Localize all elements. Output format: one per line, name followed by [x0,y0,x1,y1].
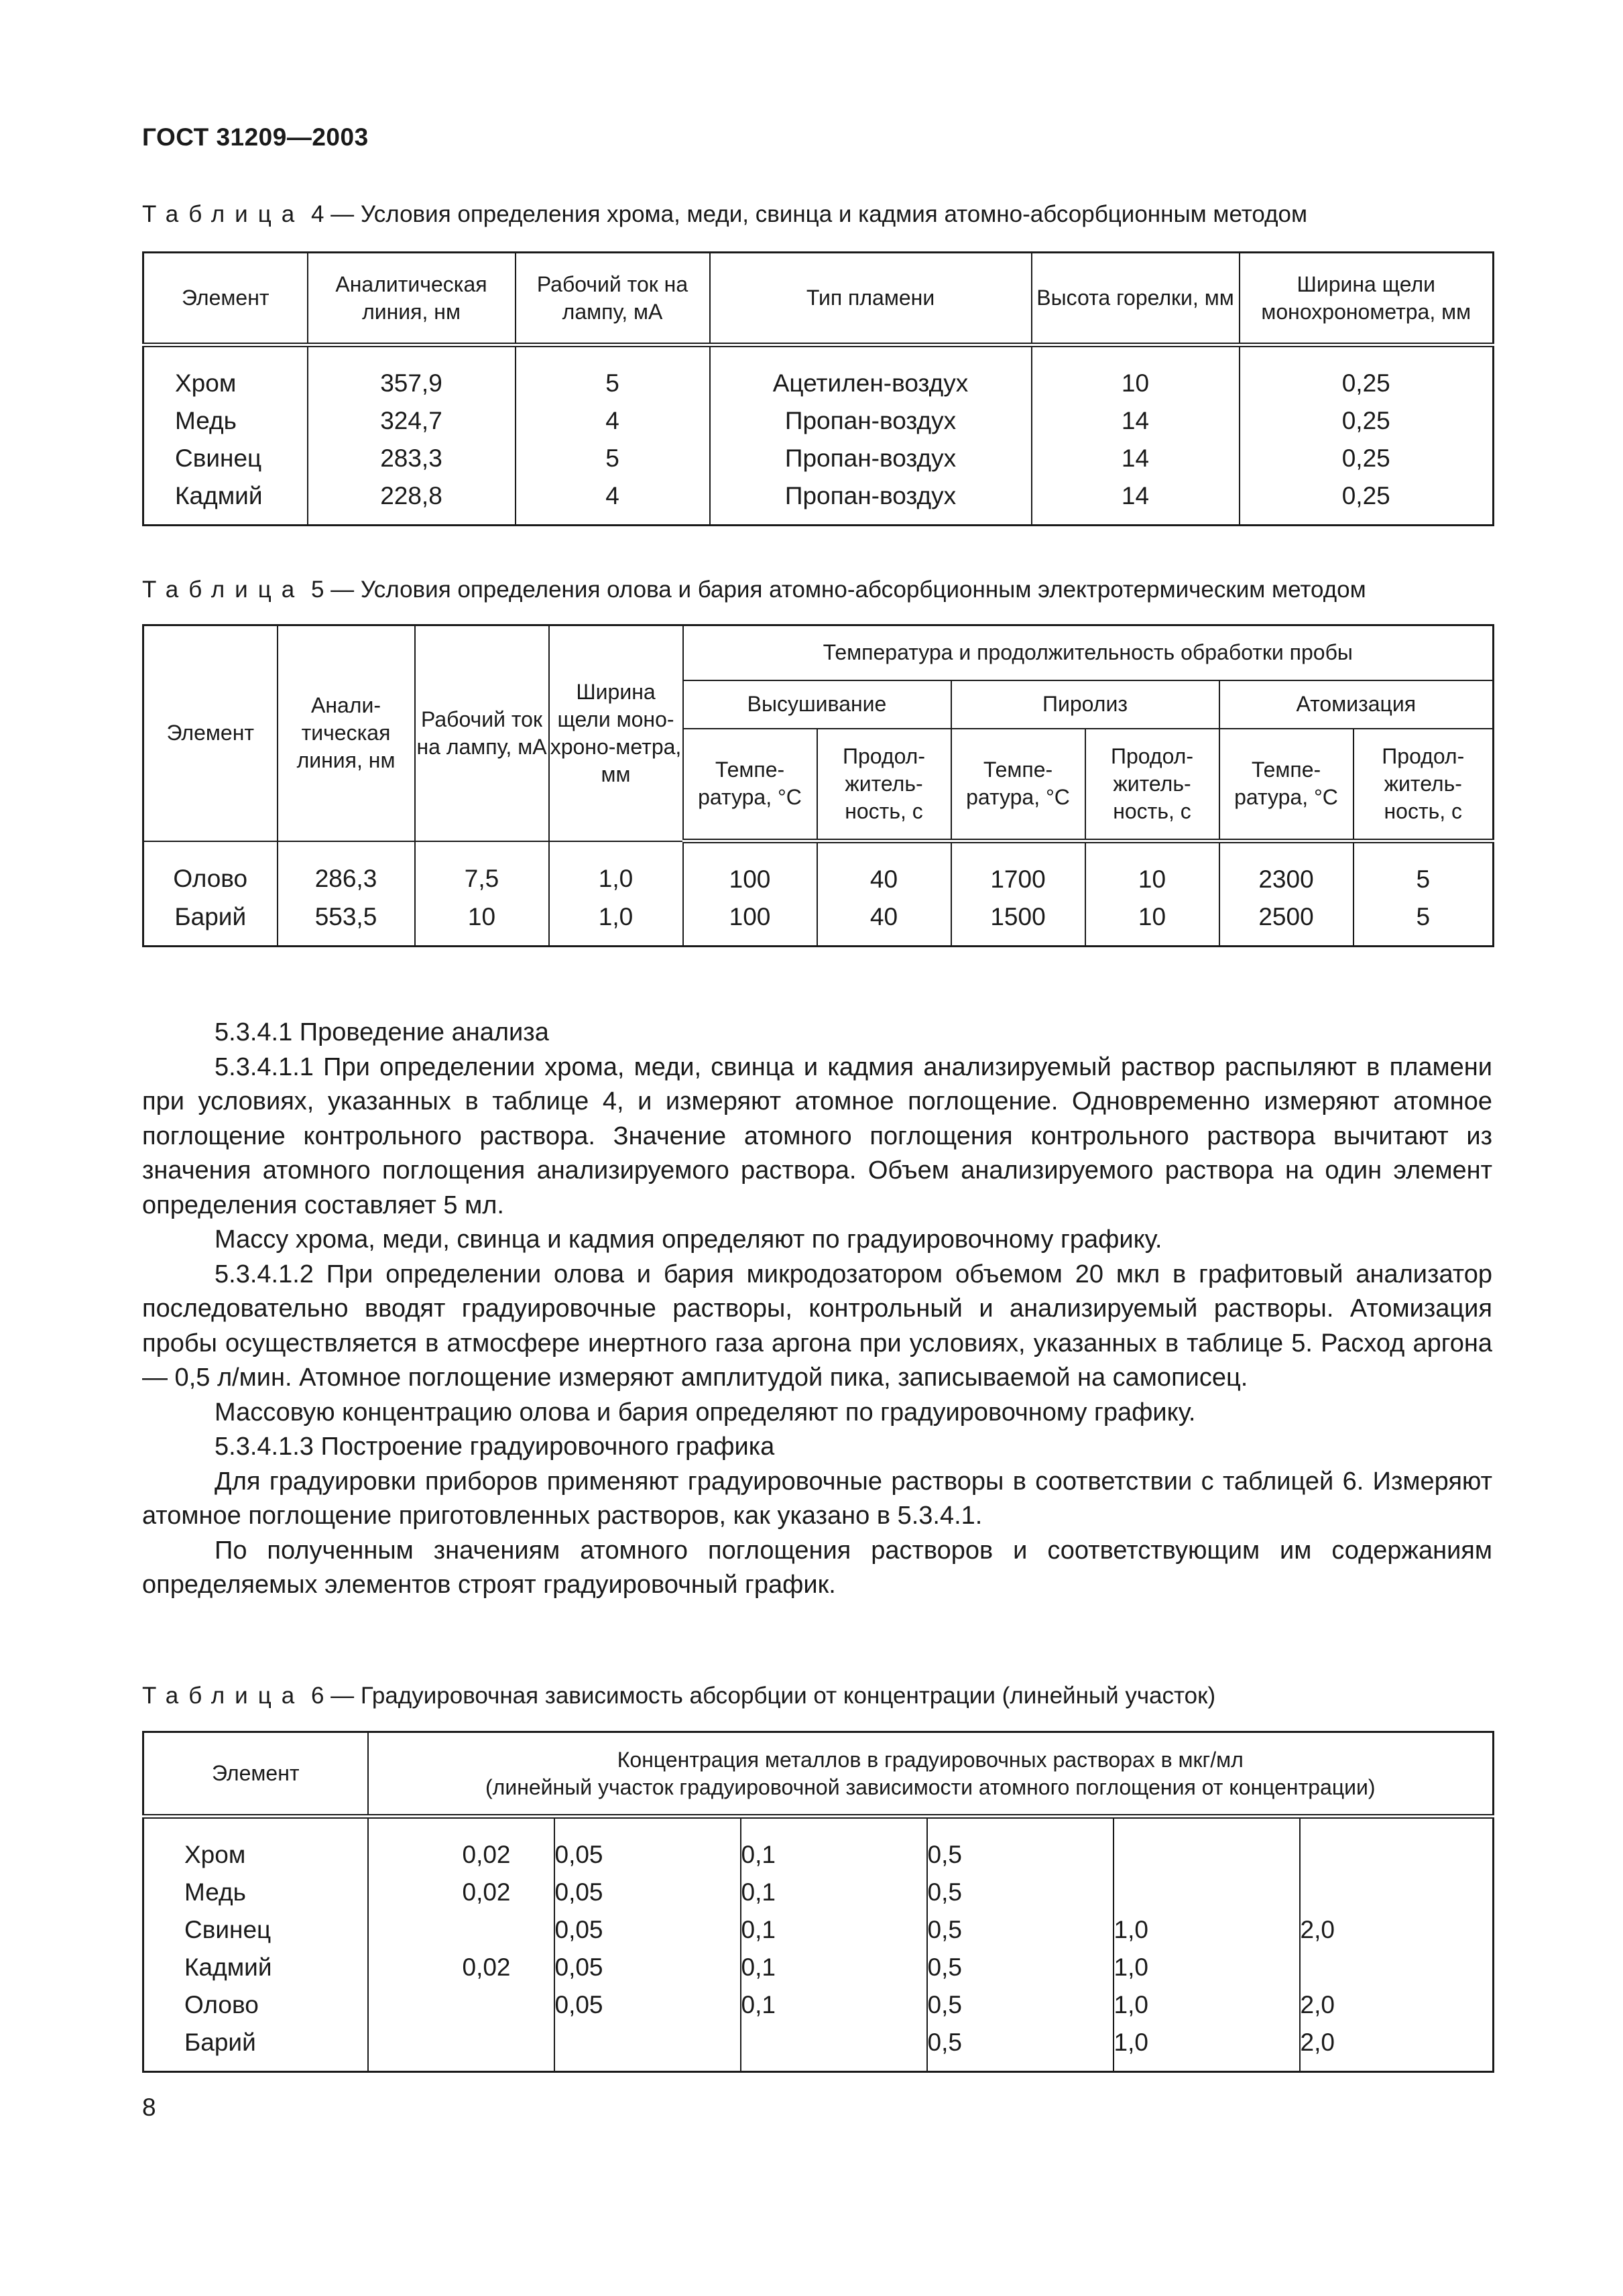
table-row [143,898,1494,947]
table-row [143,1949,1494,1986]
table5-header-duration: Продол-житель-ность, с [817,729,951,841]
table5-cell: 286,3 [278,841,415,899]
table6-cell [368,2024,554,2072]
table4-header-burner-height: Высота горелки, мм [1032,253,1240,345]
table6-header-concentration-line1: Концентрация металлов в градуировочных растворах в мкг/мл [617,1747,1244,1772]
page-number: 8 [142,2094,156,2121]
table5-header-current: Рабочий ток на лампу, мА [415,625,549,841]
table6-cell: 1,0 [1114,1986,1300,2024]
table6 [142,1731,1494,2073]
table6-cell: Олово [143,1986,368,2024]
table6-cell: 0,1 [741,1817,927,1874]
table6-caption-label: Таблица [142,1683,305,1709]
table4-cell: 4 [516,477,710,526]
table5-cell: Олово [143,841,278,899]
body-text [142,1016,1492,1603]
table5-header-line: Анали-тическая линия, нм [278,625,415,841]
table4-cell: 4 [516,402,710,440]
table6-cell: 0,05 [554,1949,741,1986]
table5-header-temp: Темпе-ратура, °С [683,729,817,841]
table-row [143,440,1494,477]
table5-header-slit: Ширина щели моно-хроно-метра, мм [549,625,683,841]
table6-cell: Барий [143,2024,368,2072]
table-row [143,1874,1494,1911]
table6-cell [1300,1817,1494,1874]
table4-cell: 0,25 [1240,440,1494,477]
table4-cell: 5 [516,345,710,403]
table5-cell: 40 [817,898,951,947]
table5-cell: 1700 [951,841,1085,899]
table6-cell: 0,05 [554,1874,741,1911]
table6-header-concentration-line2: (линейный участок градуировочной зависимости атомного поглощения от концентрации) [485,1774,1376,1799]
table6-header-concentration [368,1732,1494,1817]
table4-header-line: Аналитическая линия, нм [308,253,516,345]
table5-cell: 2500 [1219,898,1354,947]
table-row [143,2024,1494,2072]
table6-cell [554,2024,741,2072]
table6-cell: 0,05 [554,1986,741,2024]
table4-cell: 324,7 [308,402,516,440]
table5-cell: 10 [415,898,549,947]
table6-cell: 2,0 [1300,2024,1494,2072]
table4-cell: 0,25 [1240,345,1494,403]
table5-cell: 1,0 [549,898,683,947]
table4-cell: Свинец [143,440,308,477]
table6-cell: 0,1 [741,1911,927,1949]
table5-cell: 10 [1085,841,1219,899]
table6-cell [1300,1949,1494,1986]
table6-cell: 1,0 [1114,1949,1300,1986]
table4-cell: Хром [143,345,308,403]
table5-cell: 7,5 [415,841,549,899]
table5-header-temp: Темпе-ратура, °С [951,729,1085,841]
table4-cell: 14 [1032,477,1240,526]
table5-caption-text: 5 — Условия определения олова и бария атомно-абсорбционным электротермическим методом [304,577,1366,603]
table4-header-current: Рабочий ток на лампу, мА [516,253,710,345]
table4-caption-text: 4 — Условия определения хрома, меди, свинца и кадмия атомно-абсорбционным методом [304,201,1308,227]
table5-cell: 5 [1354,898,1494,947]
table5-cell: 2300 [1219,841,1354,899]
standard-header: ГОСТ 31209—2003 [142,123,369,151]
table6-cell: 0,5 [927,1949,1114,1986]
table4-cell: 0,25 [1240,477,1494,526]
table6-caption-text: 6 — Градуировочная зависимость абсорбции от концентрации (линейный участок) [304,1683,1216,1709]
table6-cell: 0,05 [554,1817,741,1874]
table5-cell: 1,0 [549,841,683,899]
table4-cell: Пропан-воздух [710,402,1032,440]
paragraph: Массу хрома, меди, свинца и кадмия определяют по градуировочному графику. [215,1225,1162,1254]
table4 [142,251,1494,526]
table-row [143,1911,1494,1949]
paragraph: 5.3.4.1 Проведение анализа [215,1018,549,1046]
table6-cell: 0,02 [368,1817,554,1874]
table-row [143,1817,1494,1874]
table6-cell: 0,5 [927,1986,1114,2024]
table-row [143,345,1494,403]
table6-cell: 0,5 [927,1911,1114,1949]
table5-header-duration: Продол-житель-ность, с [1085,729,1219,841]
table5-cell: 1500 [951,898,1085,947]
paragraph: 5.3.4.1.1 При определении хрома, меди, свинца и кадмия анализируемый раствор распыляют в пламени при условиях, указанных в таблице 4, и измеряют атомное поглощение. Одновременно измеряют атомное поглощение контрольного раствора. Значение атомного поглощения контрольного раствора вычитают из значения атомного поглощения анализируемого раствора. Объем анализируемого раствора на один элемент определения составляет 5 мл. [142,1052,1492,1219]
table5-cell: 100 [683,841,817,899]
paragraph: Для градуировки приборов применяют градуировочные растворы в соответствии с таблицей 6. Измеряют атомное поглощение приготовленных растворов, как указано в 5.3.4.1. [142,1467,1492,1530]
table4-cell: 357,9 [308,345,516,403]
table6-cell [741,2024,927,2072]
table6-cell [1300,1874,1494,1911]
table5-header-duration: Продол-житель-ность, с [1354,729,1494,841]
table6-cell: 0,05 [554,1911,741,1949]
table4-cell: Пропан-воздух [710,477,1032,526]
table5-cell: 100 [683,898,817,947]
table6-cell: 0,02 [368,1874,554,1911]
table6-cell: Медь [143,1874,368,1911]
paragraph: Массовую концентрацию олова и бария определяют по градуировочному графику. [215,1398,1196,1427]
table6-cell: 0,1 [741,1986,927,2024]
table6-cell: 0,5 [927,2024,1114,2072]
table6-cell: 1,0 [1114,2024,1300,2072]
table4-cell: 283,3 [308,440,516,477]
table4-cell: 0,25 [1240,402,1494,440]
table6-cell [368,1986,554,2024]
table4-cell: 14 [1032,402,1240,440]
table6-header-element: Элемент [143,1732,368,1817]
table6-cell: 1,0 [1114,1911,1300,1949]
paragraph: По полученным значениям атомного поглощения растворов и соответствующим им содержаниям определяемых элементов строят градуировочный график. [142,1536,1492,1599]
table5-caption-label: Таблица [142,577,305,603]
table4-header-slit-width: Ширина щели монохронометра, мм [1240,253,1494,345]
table6-cell: Свинец [143,1911,368,1949]
table4-cell: 14 [1032,440,1240,477]
table6-cell [1114,1874,1300,1911]
table6-caption [142,1683,1215,1709]
table5-header-pyrolysis: Пиролиз [951,680,1219,729]
table4-header-flame: Тип пламени [710,253,1032,345]
table5-header-atomization: Атомизация [1219,680,1494,729]
paragraph: 5.3.4.1.3 Построение градуировочного графика [215,1433,775,1461]
table4-cell: Кадмий [143,477,308,526]
table6-cell: Кадмий [143,1949,368,1986]
table5-header-temp: Темпе-ратура, °С [1219,729,1354,841]
table-row [143,1986,1494,2024]
paragraph: 5.3.4.1.2 При определении олова и бария микродозатором объемом 20 мкл в графитовый анализатор последовательно вводят градуировочные растворы, контрольный и анализируемый растворы. Атомизация пробы осуществляется в атмосфере инертного газа аргона при условиях, указанных в таблице 5. Расход аргона — 0,5 л/мин. Атомное поглощение измеряют амплитудой пика, записываемой на самописец. [142,1260,1492,1392]
table4-caption [142,201,1307,228]
table5-cell: Барий [143,898,278,947]
table6-cell [1114,1817,1300,1874]
table6-cell: 0,5 [927,1874,1114,1911]
table4-cell: Медь [143,402,308,440]
table6-cell: Хром [143,1817,368,1874]
table4-caption-label: Таблица [142,201,305,227]
table5-cell: 5 [1354,841,1494,899]
table6-cell [368,1911,554,1949]
table6-cell: 0,1 [741,1949,927,1986]
table5-header-drying: Высушивание [683,680,951,729]
table4-cell: Пропан-воздух [710,440,1032,477]
table5 [142,624,1494,947]
table4-cell: Ацетилен-воздух [710,345,1032,403]
table-row [143,841,1494,899]
table4-cell: 228,8 [308,477,516,526]
table5-caption [142,577,1366,603]
table5-cell: 553,5 [278,898,415,947]
table5-cell: 10 [1085,898,1219,947]
table-row [143,477,1494,526]
table-row [143,402,1494,440]
table6-cell: 0,1 [741,1874,927,1911]
table4-cell: 5 [516,440,710,477]
table4-cell: 10 [1032,345,1240,403]
table6-cell: 2,0 [1300,1911,1494,1949]
table6-cell: 2,0 [1300,1986,1494,2024]
table4-header-element: Элемент [143,253,308,345]
table6-cell: 0,5 [927,1817,1114,1874]
table6-cell: 0,02 [368,1949,554,1986]
table5-header-element: Элемент [143,625,278,841]
table5-cell: 40 [817,841,951,899]
table5-header-treatment: Температура и продолжительность обработки пробы [683,625,1494,680]
